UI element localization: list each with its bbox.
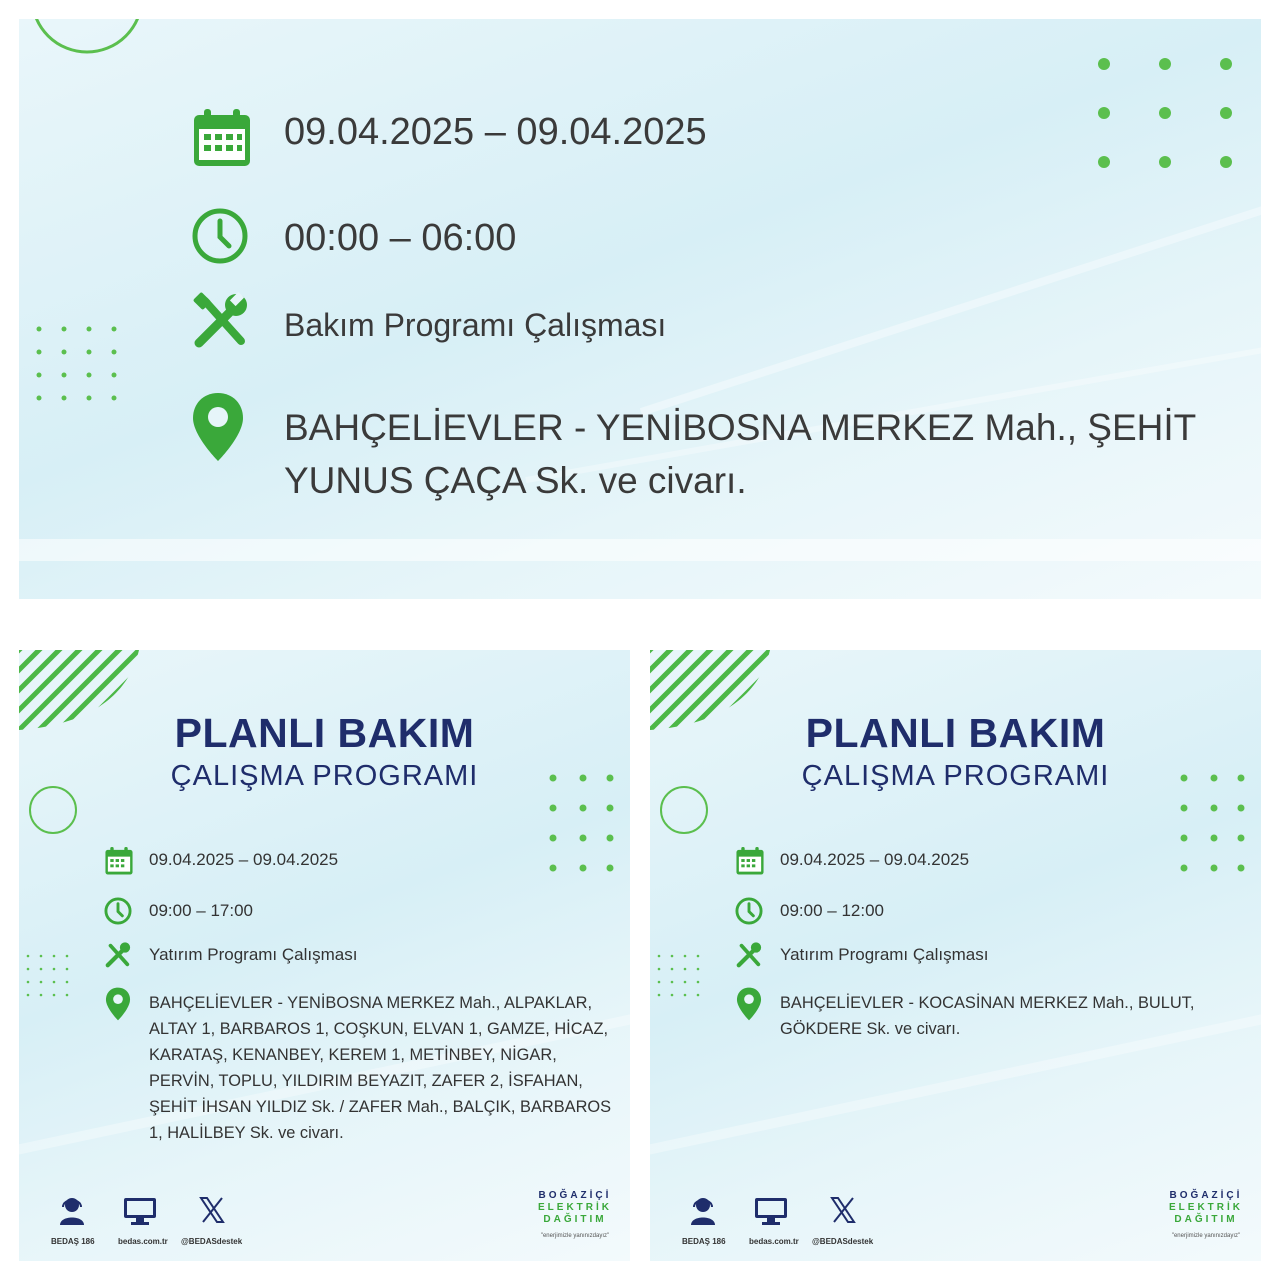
decor-circle (27, 784, 79, 836)
clock-icon (104, 897, 132, 925)
location-pin-icon (191, 391, 245, 463)
calendar-icon (104, 846, 134, 876)
monitor-icon (122, 1195, 158, 1227)
website-label: bedas.com.tr (749, 1237, 799, 1246)
website-label: bedas.com.tr (118, 1237, 168, 1246)
decor-circle (658, 784, 710, 836)
brand-line: BOĞAZİÇİ (1169, 1190, 1243, 1201)
brand-line: BOĞAZİÇİ (538, 1190, 612, 1201)
brand-line: ELEKTRİK (1169, 1202, 1243, 1213)
work-type: Bakım Programı Çalışması (284, 307, 667, 343)
brand-slogan: "enerjimizle yanınızdayız" (1171, 1233, 1241, 1239)
time-range: 00:00 – 06:00 (284, 217, 517, 259)
time-range: 09:00 – 12:00 (780, 901, 884, 920)
work-type: Yatırım Programı Çalışması (780, 945, 989, 964)
card-subtitle: ÇALIŞMA PROGRAMI (170, 760, 479, 792)
date-range: 09.04.2025 – 09.04.2025 (149, 850, 339, 869)
decor-dots (1178, 770, 1248, 880)
clock-icon (735, 897, 763, 925)
decor-dots (1089, 49, 1239, 179)
headset-icon (57, 1195, 87, 1227)
brand-line: DAĞITIM (543, 1214, 607, 1225)
headset-icon (688, 1195, 718, 1227)
social-label: @BEDASdestek (812, 1237, 874, 1246)
monitor-icon (753, 1195, 789, 1227)
card-subtitle: ÇALIŞMA PROGRAMI (801, 760, 1110, 792)
brand-line: ELEKTRİK (538, 1202, 612, 1213)
date-range: 09.04.2025 – 09.04.2025 (284, 111, 707, 153)
decor-dots (25, 952, 75, 1002)
location-pin-icon (736, 986, 762, 1022)
calendar-icon (735, 846, 765, 876)
callcenter-label: BEDAŞ 186 (682, 1237, 726, 1246)
card-title: PLANLI BAKIM (174, 710, 475, 756)
light-streak (19, 539, 1261, 561)
brand-logo (1166, 1190, 1246, 1226)
time-range: 09:00 – 17:00 (149, 901, 253, 920)
decor-circle (29, 19, 149, 79)
tools-icon (104, 941, 132, 969)
x-logo-icon (197, 1195, 227, 1225)
tools-icon (735, 941, 763, 969)
card-title: PLANLI BAKIM (805, 710, 1106, 756)
clock-icon (191, 207, 249, 265)
decor-dots (656, 952, 706, 1002)
brand-line: DAĞITIM (1174, 1214, 1238, 1225)
brand-logo (535, 1190, 615, 1226)
location-pin-icon (105, 986, 131, 1022)
date-range: 09.04.2025 – 09.04.2025 (780, 850, 970, 869)
decor-dots (31, 319, 131, 419)
tools-icon (191, 291, 251, 351)
top-notice-panel (19, 19, 1261, 599)
work-type: Yatırım Programı Çalışması (149, 945, 358, 964)
callcenter-label: BEDAŞ 186 (51, 1237, 95, 1246)
right-maintenance-card (650, 650, 1261, 1261)
location-text: BAHÇELİEVLER - KOCASİNAN MERKEZ Mah., BULUT, GÖKDERE Sk. ve civarı. (780, 994, 1195, 1038)
left-maintenance-card (19, 650, 630, 1261)
location-text: BAHÇELİEVLER - YENİBOSNA MERKEZ Mah., ALPAKLAR, ALTAY 1, BARBAROS 1, COŞKUN, ELVAN 1, GAMZE, HİCAZ, KARATAŞ, KENANBEY, KEREM 1, METİNBEY, NİGAR, PERVİN, TOPLU, YILDIRIM BEYAZIT, ZAFER 2, İSFAHAN, ŞEHİT İHSAN YILDIZ Sk. / ZAFER Mah., BALÇIK, BARBAROS 1, HALİLBEY Sk. ve civarı. (149, 994, 612, 1142)
location-text: BAHÇELİEVLER - YENİBOSNA MERKEZ Mah., ŞEHİT YUNUS ÇAÇA Sk. ve civarı. (284, 407, 1196, 501)
brand-slogan: "enerjimizle yanınızdayız" (540, 1233, 610, 1239)
social-label: @BEDASdestek (181, 1237, 243, 1246)
calendar-icon (191, 107, 253, 169)
decor-dots (547, 770, 617, 880)
x-logo-icon (828, 1195, 858, 1225)
